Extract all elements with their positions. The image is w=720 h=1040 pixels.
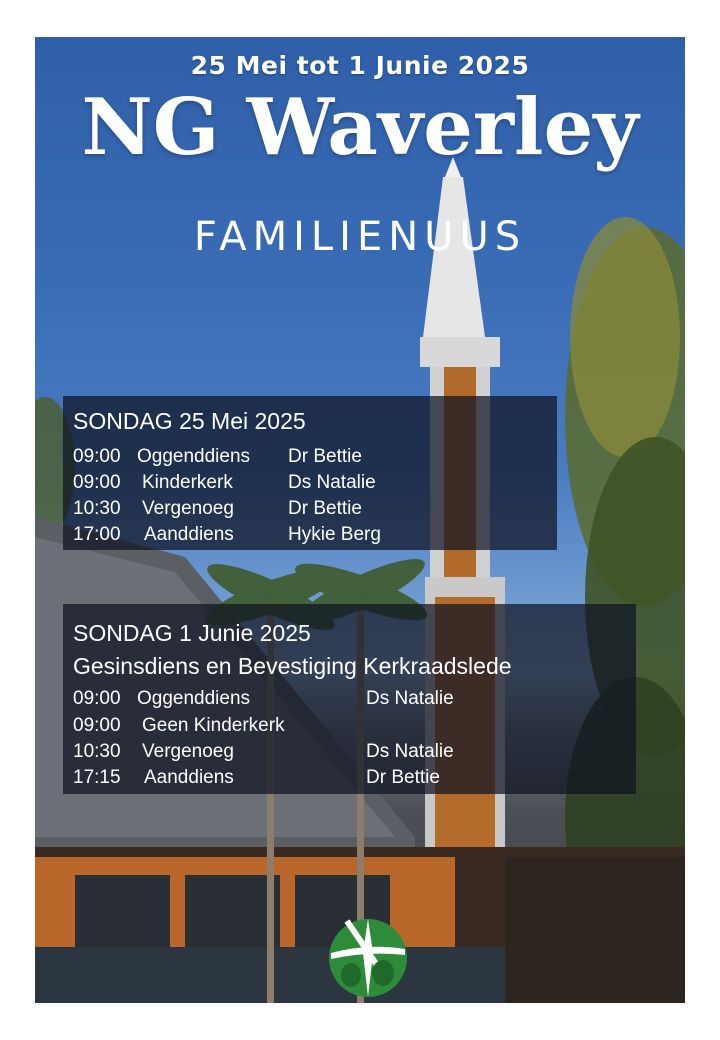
newsletter-subtitle: FAMILIENUUS <box>193 214 527 260</box>
service-leader: Ds Natalie <box>366 688 454 709</box>
service-name: Geen Kinderkerk <box>142 715 285 736</box>
service-name: Oggenddiens <box>137 688 251 709</box>
service-leader: Ds Natalie <box>366 741 454 762</box>
service-time: 09:00 <box>73 446 121 467</box>
service-name: Kinderkerk <box>142 472 233 493</box>
sunday2-subheading: Gesinsdiens en Bevestiging Kerkraadslede <box>73 653 512 679</box>
service-time: 09:00 <box>73 688 121 709</box>
service-leader: Dr Bettie <box>288 498 362 519</box>
service-name: Oggenddiens <box>137 446 251 467</box>
sunday-1-june-schedule <box>63 604 636 794</box>
service-leader: Dr Bettie <box>288 446 362 467</box>
sunday-25-may-schedule <box>63 396 557 550</box>
sunday1-heading: SONDAG 25 Mei 2025 <box>73 408 306 434</box>
service-time: 17:00 <box>73 524 121 545</box>
church-logo-icon <box>327 913 409 999</box>
poster <box>35 37 685 1003</box>
church-name-title: NG Waverley <box>81 82 639 173</box>
service-leader: Dr Bettie <box>366 767 440 788</box>
service-name: Aanddiens <box>144 767 234 788</box>
service-name: Vergenoeg <box>142 498 234 519</box>
service-name: Aanddiens <box>144 524 234 545</box>
sunday2-heading: SONDAG 1 Junie 2025 <box>73 620 311 646</box>
service-leader: Ds Natalie <box>288 472 376 493</box>
service-name: Vergenoeg <box>142 741 234 762</box>
service-time: 09:00 <box>73 472 121 493</box>
service-time: 17:15 <box>73 767 121 788</box>
date-range: 25 Mei tot 1 Junie 2025 <box>190 51 530 80</box>
service-time: 09:00 <box>73 715 121 736</box>
service-leader: Hykie Berg <box>288 524 381 545</box>
service-time: 10:30 <box>73 498 121 519</box>
service-time: 10:30 <box>73 741 121 762</box>
